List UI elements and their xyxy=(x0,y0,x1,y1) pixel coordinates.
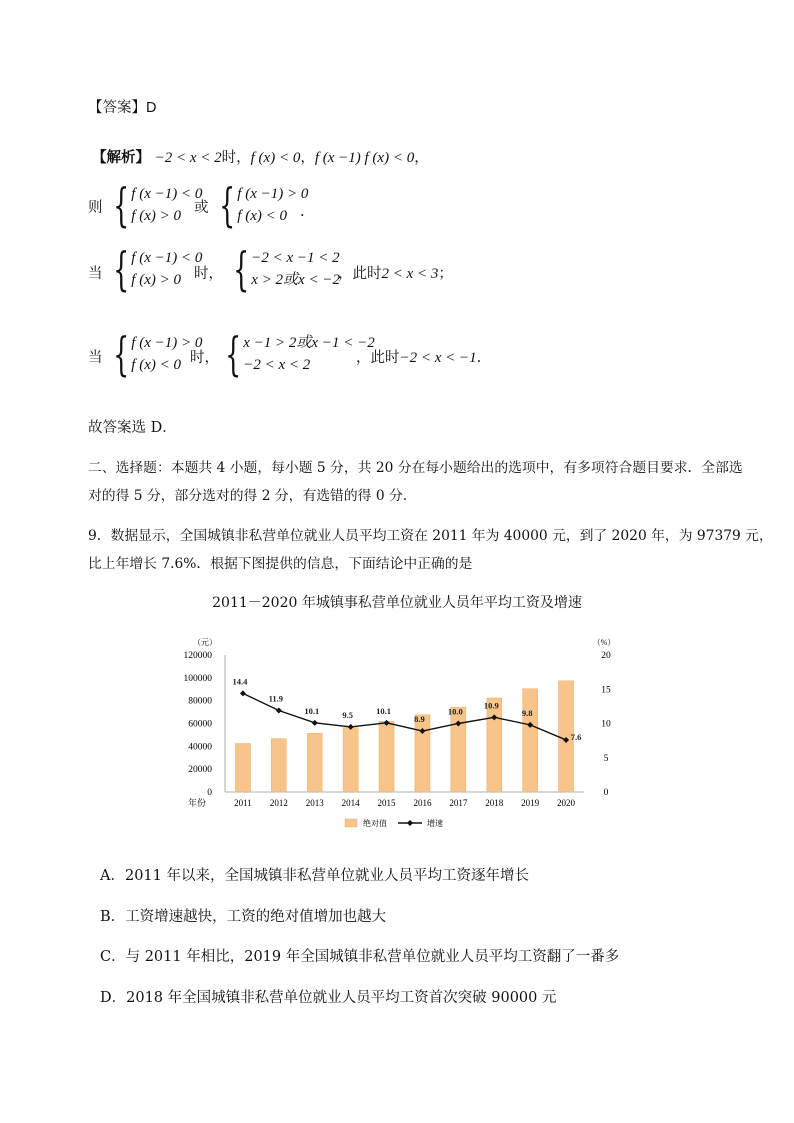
x-tick-label: 2017 xyxy=(449,798,468,808)
right-tick-label: 15 xyxy=(601,685,611,696)
case2-res-row: −2 < x < 2 xyxy=(243,357,311,373)
case1-res-row: −2 < x −1 < 2 xyxy=(251,250,340,266)
analysis-line-1 xyxy=(92,146,429,167)
case2-cond-row: f (x) < 0 xyxy=(131,357,181,373)
x-tick-label: 2019 xyxy=(521,798,540,808)
growth-label-2018: 10.9 xyxy=(483,700,499,711)
brace-icon: { xyxy=(233,242,250,296)
case1-result-math: 2 < x < 3 xyxy=(381,266,439,282)
option-d: D．2018 年全国城镇非私营单位就业人员平均工资首次突破 90000 元 xyxy=(100,990,557,1006)
right-tick-label: 5 xyxy=(603,753,609,764)
case2-result-math: −2 < x < −1 xyxy=(399,350,477,366)
case2-time: 时， xyxy=(190,350,219,366)
x-axis-label: 年份 xyxy=(187,798,207,808)
case1-res-row: x > 2或x < −2 xyxy=(251,272,340,288)
legend-bar-swatch xyxy=(345,819,357,827)
brace-icon: { xyxy=(113,242,130,296)
left-tick-label: 100000 xyxy=(183,673,212,684)
growth-point-2012 xyxy=(276,707,282,713)
growth-label-2012: 11.9 xyxy=(268,693,284,704)
salary-chart xyxy=(170,630,620,835)
question-line-1: 9．数据显示，全国城镇非私营单位就业人员平均工资在 2011 年为 40000 元，到了 2020 年，为 97379 元， xyxy=(88,528,773,544)
bar-2014 xyxy=(343,728,358,792)
growth-label-2014: 9.5 xyxy=(342,709,353,720)
x-tick-label: 2014 xyxy=(341,798,360,808)
growth-label-2019: 9.8 xyxy=(521,707,533,718)
left-tick-label: 40000 xyxy=(188,742,212,753)
bar-2011 xyxy=(235,744,250,792)
case1-end: ； xyxy=(438,266,453,282)
case2-cond-row: f (x −1) > 0 xyxy=(131,335,203,351)
right-tick-label: 10 xyxy=(601,719,611,730)
x-tick-label: 2015 xyxy=(377,798,396,808)
case1-when: 当 xyxy=(88,266,103,282)
brace-icon: { xyxy=(225,327,242,381)
case2-when: 当 xyxy=(88,350,103,366)
x-tick-label: 2013 xyxy=(305,798,324,808)
analysis-product: f (x −1) f (x) < 0 xyxy=(314,150,415,166)
x-tick-label: 2012 xyxy=(269,798,288,808)
growth-label-2016: 8.9 xyxy=(414,714,425,725)
growth-label-2011: 14.4 xyxy=(232,676,248,687)
brace-icon: { xyxy=(113,178,130,232)
case2-condition xyxy=(100,327,203,381)
answer-line xyxy=(88,96,156,117)
left-unit: （元） xyxy=(193,638,217,647)
case1-result xyxy=(220,242,340,296)
bar-2018 xyxy=(487,698,502,792)
left-tick-label: 0 xyxy=(207,788,212,798)
left-tick-label: 120000 xyxy=(183,651,212,661)
system-b-row: f (x −1) > 0 xyxy=(237,186,309,202)
right-tick-label: 0 xyxy=(603,788,609,798)
section-line-1: 二、选择题：本题共 4 小题，每小题 5 分，共 20 分在每小题给出的选项中，有多项符合题目要求．全部选 xyxy=(88,460,743,476)
conclusion: 故答案选 D． xyxy=(88,420,177,436)
x-tick-label: 2020 xyxy=(557,798,576,808)
case1-cond-row: f (x −1) < 0 xyxy=(131,250,203,266)
case2-res-row: x −1 > 2或x −1 < −2 xyxy=(243,335,375,351)
period: . xyxy=(300,204,305,220)
case2-end: . xyxy=(476,350,482,366)
analysis-sep: ， xyxy=(300,150,315,166)
case2-tail-text: ，此时 xyxy=(356,350,400,366)
brace-icon: { xyxy=(219,178,236,232)
system-a xyxy=(100,178,203,232)
option-c: C．与 2011 年相比，2019 年全国城镇非私营单位就业人员平均工资翻了一番多 xyxy=(100,949,620,965)
option-b: B．工资增速越快，工资的绝对值增加也越大 xyxy=(100,909,387,925)
bar-2012 xyxy=(271,739,286,792)
left-tick-label: 80000 xyxy=(188,696,212,707)
case1-condition xyxy=(100,242,203,296)
answer-label: 【答案】 xyxy=(88,100,146,116)
case1-tail xyxy=(338,262,453,283)
chart-title: 2011－2020 年城镇事私营单位就业人员年平均工资及增速 xyxy=(212,595,582,611)
analysis-label: 【解析】 xyxy=(92,149,150,166)
growth-label-2017: 10.0 xyxy=(447,706,463,717)
growth-label-2015: 10.1 xyxy=(376,705,391,716)
system-b-row: f (x) < 0 xyxy=(237,208,287,224)
case1-cond-row: f (x) > 0 xyxy=(131,272,181,288)
x-tick-label: 2016 xyxy=(413,798,432,808)
case1-time: 时， xyxy=(194,266,223,282)
answer-value: D xyxy=(146,100,157,116)
analysis-text: 时， xyxy=(221,150,251,166)
analysis-condition: −2 < x < 2 xyxy=(154,150,222,166)
bar-2015 xyxy=(379,721,394,792)
option-a: A．2011 年以来，全国城镇非私营单位就业人员平均工资逐年增长 xyxy=(100,868,529,884)
analysis-end: ， xyxy=(414,150,429,166)
bar-2016 xyxy=(415,715,430,792)
bar-2013 xyxy=(307,733,322,792)
case2-tail xyxy=(356,346,481,367)
x-tick-label: 2011 xyxy=(234,798,252,808)
system-a-row: f (x) > 0 xyxy=(131,208,181,224)
growth-label-2020: 7.6 xyxy=(570,731,582,742)
legend-bar-label: 绝对值 xyxy=(363,819,387,828)
right-tick-label: 20 xyxy=(601,651,611,661)
growth-point-2013 xyxy=(312,720,318,726)
case1-tail-text: ，此时 xyxy=(338,266,382,282)
growth-label-2013: 10.1 xyxy=(304,705,320,716)
system-b xyxy=(206,178,309,232)
right-unit: （%） xyxy=(592,638,616,647)
bar-2017 xyxy=(451,707,466,792)
case2-result xyxy=(212,327,375,381)
section-line-2: 对的得 5 分，部分选对的得 2 分，有选错的得 0 分. xyxy=(88,488,408,504)
legend-line-marker xyxy=(407,820,413,826)
x-tick-label: 2018 xyxy=(485,798,504,808)
question-line-2: 比上年增长 7.6%．根据下图提供的信息，下面结论中正确的是 xyxy=(88,556,473,572)
system-a-row: f (x −1) < 0 xyxy=(131,186,203,202)
legend-line-label: 增速 xyxy=(427,819,443,828)
left-tick-label: 60000 xyxy=(188,719,212,730)
or-word: 或 xyxy=(194,200,209,216)
analysis-fx: f (x) < 0 xyxy=(250,150,301,166)
left-tick-label: 20000 xyxy=(188,765,212,776)
then-word: 则 xyxy=(88,200,103,216)
brace-icon: { xyxy=(113,327,130,381)
growth-line xyxy=(243,693,566,740)
bar-2019 xyxy=(523,689,538,792)
growth-point-2011 xyxy=(240,690,246,696)
